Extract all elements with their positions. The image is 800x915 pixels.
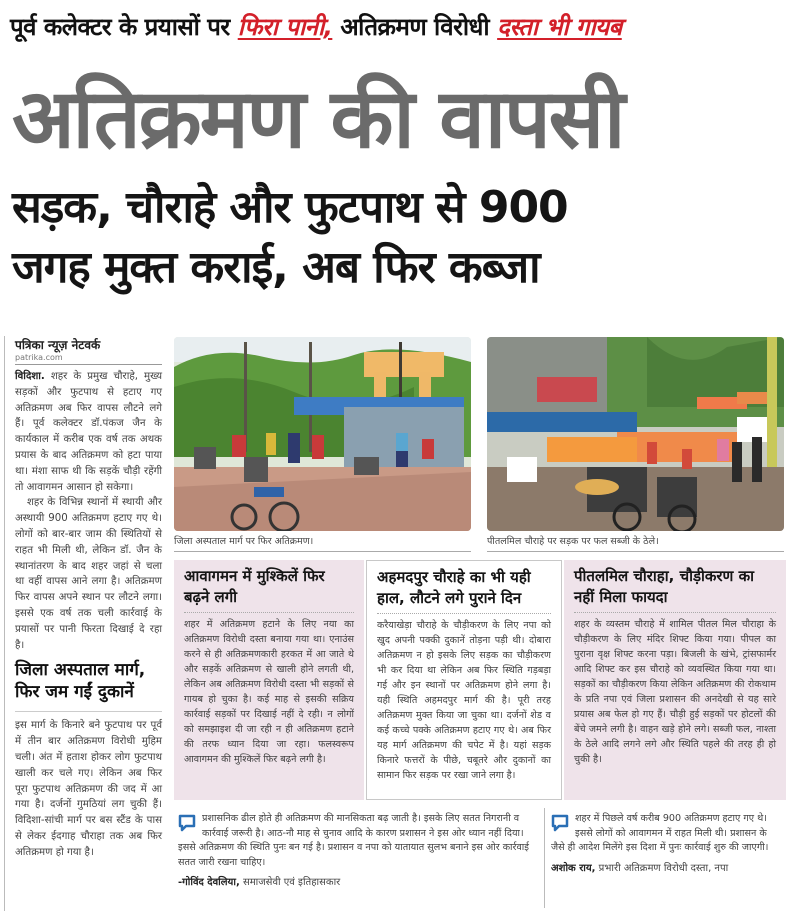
lead-paragraph-1-text: शहर के प्रमुख चौराहे, मुख्य सड़कों और फुटपाथ से हटाए गए अतिक्रमण अब फिर वापस लौटने लगे हैं। पूर्व कलेक्टर डॉ.पंकज जैन के कार्यकाल में करीब एक वर्ष तक अथक प्रयास के बाद अतिक्रमण को हटा पाया था। मंशा साफ थी कि सड़कें चौड़ी रहेंगी तो आवागमन आसान हो सकेगा। (15, 371, 162, 493)
quote-1-author-role: समाजसेवी एवं इतिहासकार (242, 877, 341, 888)
box-1-title: आवागमन में मुश्किलें फिर बढ़ने लगी (184, 566, 354, 613)
lead-story (15, 369, 162, 653)
photo-caption-1: जिला अस्पताल मार्ग पर फिर अतिक्रमण। (174, 534, 471, 552)
byline: पत्रिका न्यूज़ नेटवर्क (15, 338, 101, 352)
box-3-title: पीतलमिल चौराहा, चौड़ीकरण का नहीं मिला फायदा (574, 566, 776, 613)
quote-2-text: शहर में पिछले वर्ष करीब 900 अतिक्रमण हटाए गए थे। इससे लोगों को आवागमन में राहत मिली थी। प्रशासन के जैसे ही आदेश मिलेंगे इस दिशा में पुनः कार्रवाई शुरु की जाएगी। (551, 813, 769, 853)
lead-paragraph-2: शहर के विभिन्न स्थानों में स्थायी और अस्थायी 900 अतिक्रमण हटाए गए थे। लोगों को बार-बार जाम की स्थितियों से राहत भी मिली थी, लेकिन डॉ. जैन के स्थानांतरण के बाद शहर जहां से चला था वहीं वापस आने लगा है। अतिक्रमण फिर वापस अपने स्थान पर लौटने लगा। इससे एक वर्ष तक चली कार्रवाई के प्रयासों पर पानी फिरता दिखाई दे रहा है। (15, 497, 162, 651)
side-heading: जिला अस्पताल मार्ग, फिर जम गईं दुकानें (15, 659, 162, 712)
site-name: patrika.com (15, 353, 162, 365)
quote-1-text: प्रशासनिक ढील होते ही अतिक्रमण की मानसिकता बढ़ जाती है। इसके लिए सतत निगरानी व कार्रवाई जरूरी है। आठ-नौ माह से चुनाव आदि के कारण प्रशासन ने इस ओर ध्यान नहीं दिया। इससे अतिक्रमण की स्थिति पुनः बन गई है। प्रशासन व नपा को यातायात सुलभ बनाने इस ओर कार्रवाई सतत जारी रखना चाहिए। (178, 813, 529, 868)
photo-pitalmill-square (487, 337, 784, 531)
box-pitalmill-square (564, 560, 786, 800)
box-2-body: करैयाखेड़ा चौराहे के चौड़ीकरण के लिए नपा को खुद अपनी पक्की दुकानें तोड़ना पड़ी थी। दोबारा अतिक्रमण न हो इसके लिए सड़क का चौड़ीकरण भी कर दिया था लेकिन अब फिर स्थिति गड़बड़ा गई और इन स्थानों पर अतिक्रमण होने लगा है। यही स्थिति अहमदपुर मार्ग की है। पूरी तरह अतिक्रमण मुक्त किया जा चुका था। दर्जनों शेड व कई कच्चे पक्के अतिक्रमण हटाए गए थे। अब फिर यह मार्ग अतिक्रमण की चपेट में है। यहां सड़क किनारे फत्तरों के पीछे, चबूतरे और दुकानों का सामान फिर सड़क पर रखा जाने लगा है। (377, 620, 551, 781)
lead-paragraph-1 (15, 369, 162, 495)
quote-1-author (178, 874, 536, 888)
box-3-body: शहर के व्यस्तम चौराहे में शामिल पीतल मिल चौराहा के चौड़ीकरण के लिए मंदिर शिफ्ट किया गया। पीपल का पुराना वृक्ष शिफ्ट करना पड़ा। बिजली के खंभे, ट्रांसफार्मर आदि शिफ्ट कर इस चौराहे को व्यवस्थित किया गया था। सड़कों का चौड़ीकरण किया लेकिन अतिक्रमण की रोकथाम के प्रति नपा एवं जिला प्रशासन की अनदेखी से यह सारे प्रयास अब फेल हो गए हैं। चौड़ी हुई सड़कों पर होटलों की बेंचे जमने लगी है। वाहन खड़े होने लगे। सब्जी फल, नाश्ता के ठेले आदि लगने लगे और स्थिति पहले की तरह ही हो चुकी है। (574, 619, 776, 765)
quote-2-author-name: अशोक राय, (551, 862, 596, 874)
main-headline: अतिक्रमण की वापसी (12, 72, 624, 167)
side-paragraph: इस मार्ग के किनारे बने फुटपाथ पर पूर्व में तीन बार अतिक्रमण विरोधी मुहिम चली। अंत में हताश होकर लोग फुटपाथ खाली कर चले गए। लेकिन अब फिर पूरा फुटपाथ अतिक्रमण की जद में आ गया है। दर्जनों गुमठियां लग चुकी हैं। विदिशा-सांची मार्ग पर बस स्टैंड के पास से लेकर ईदगाह चौराहा तक अब फिर अतिक्रमण हो गया है। (15, 720, 162, 858)
quote-2-author-role: प्रभारी अतिक्रमण विरोधी दस्ता, नपा (598, 862, 729, 874)
quote-1-author-name: -गोविंद देवलिया, (178, 877, 240, 888)
box-1-body: शहर में अतिक्रमण हटाने के लिए नया का अतिक्रमण विरोधी दस्ता बनाया गया था। एनाउंस करने से ही अतिक्रमणकारी हरकत में आ जाते थे और सड़कें अतिक्रमण से खाली होने लगती थी, लेकिन अब अतिक्रमण विरोधी दस्ता भी सड़कों से गायब हो चुका है। कई माह से इसकी सक्रिय कार्रवाई सड़कों पर दिखाई नहीं दे रही। न लोगों को समझाइश दी जा रही न ही अतिक्रमण हटाने की तरफ ध्यान दिया जा रहा। फलस्वरूप आवागमन की मुश्किलें फिर बढ़ने लगी है। (184, 619, 354, 765)
box-2-title: अहमदपुर चौराहे का भी यही हाल, लौटने लगे पुराने दिन (377, 567, 551, 614)
photo-caption-2: पीतलमिल चौराहे पर सड़क पर फल सब्जी के ठेले। (487, 534, 784, 552)
kicker-highlight2: दस्ता भी गायब (497, 12, 622, 41)
kicker-highlight1: फिरा पानी, (237, 12, 333, 41)
dateline: विदिशा. (15, 371, 45, 382)
quote-officer (544, 808, 784, 908)
kicker-line (10, 6, 800, 46)
quote-historian (172, 808, 542, 908)
sub-headline-line2: जगह मुक्त कराई, अब फिर कब्जा (12, 242, 540, 293)
kicker-part1: पूर्व कलेक्टर के प्रयासों पर (10, 12, 230, 41)
kicker-part2: अतिक्रमण विरोधी (340, 12, 490, 41)
side-story (15, 718, 162, 860)
sub-headline-line1: सड़क, चौराहे और फुटपाथ से 900 (12, 182, 568, 233)
box-traffic-difficulties (174, 560, 364, 800)
quote-2-author (551, 860, 778, 874)
box-ahmadpur-square (366, 560, 562, 800)
left-column (4, 336, 166, 911)
sub-headline (12, 178, 792, 298)
photo-hospital-road (174, 337, 471, 531)
quote-bubble-icon (178, 814, 196, 832)
quote-bubble-icon (551, 814, 569, 832)
